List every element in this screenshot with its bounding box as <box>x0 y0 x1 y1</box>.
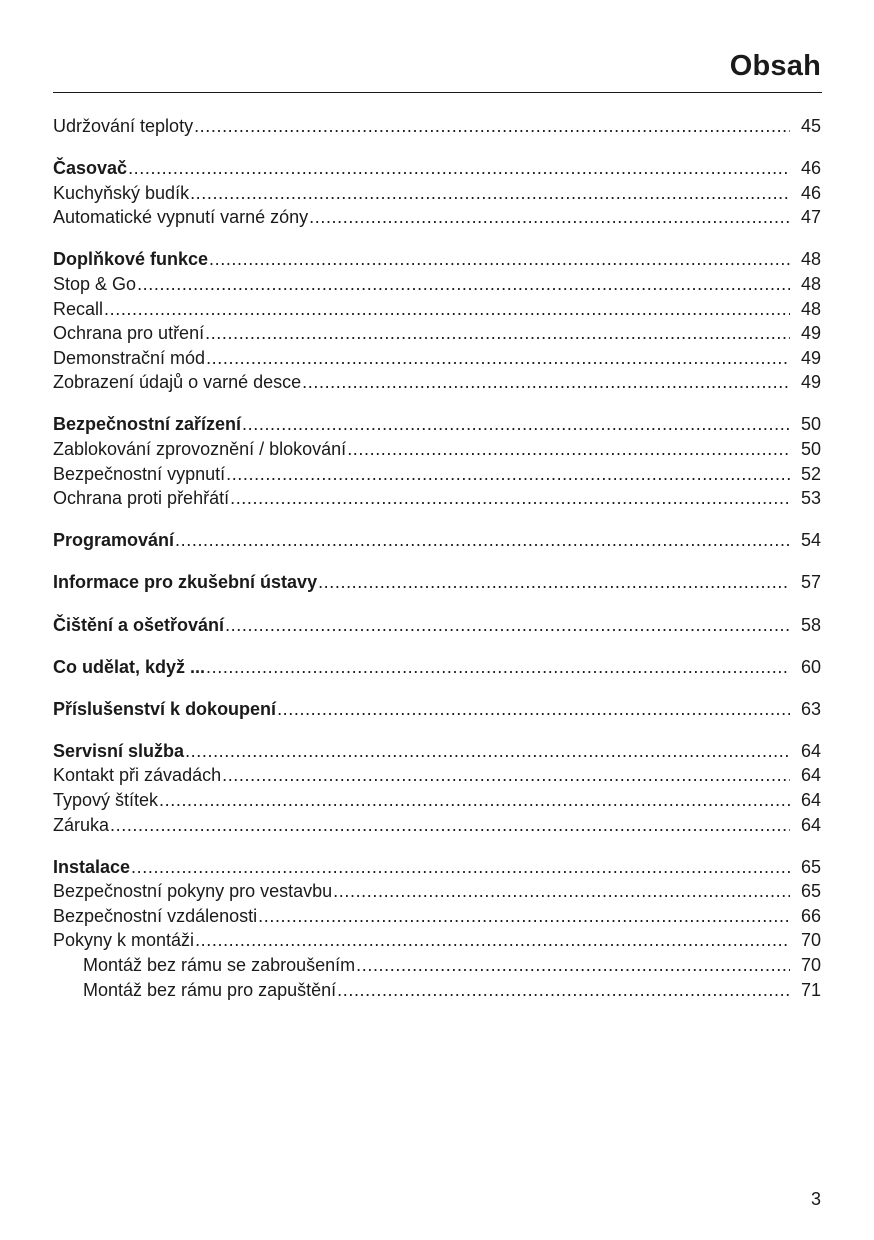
dot-leader <box>131 855 790 880</box>
toc-entry-page-number: 63 <box>800 698 821 719</box>
dot-leader <box>309 205 790 230</box>
toc-entry-label: Příslušenství k dokoupení <box>53 698 277 719</box>
page-number: 3 <box>810 1189 821 1209</box>
toc-entry[interactable] <box>53 114 821 139</box>
toc-entry[interactable] <box>53 321 821 346</box>
toc-entry[interactable] <box>53 181 821 206</box>
toc-entry[interactable] <box>53 297 821 322</box>
toc-entry[interactable] <box>53 272 821 297</box>
dot-leader <box>128 156 790 181</box>
toc-heading-entry[interactable] <box>53 412 821 437</box>
toc-entry-label: Bezpečnostní pokyny pro vestavbu <box>53 881 333 902</box>
toc-entry-label: Montáž bez rámu se zabroušením <box>83 955 356 976</box>
toc-entry-page-number: 64 <box>800 789 821 810</box>
toc-entry[interactable] <box>53 205 821 230</box>
dot-leader <box>356 953 790 978</box>
toc-section <box>53 739 821 837</box>
toc-heading-entry[interactable] <box>53 697 821 722</box>
toc-entry[interactable] <box>53 486 821 511</box>
toc-entry-page-number: 57 <box>800 572 821 593</box>
toc-entry-label: Kontakt při závadách <box>53 765 222 786</box>
toc-section <box>53 412 821 510</box>
dot-leader <box>185 739 790 764</box>
toc-entry-page-number: 60 <box>800 656 821 677</box>
toc-entry-label: Doplňkové funkce <box>53 249 209 270</box>
toc-heading-entry[interactable] <box>53 855 821 880</box>
dot-leader <box>225 613 790 638</box>
toc-subentry[interactable] <box>53 953 821 978</box>
toc-entry-page-number: 70 <box>800 955 821 976</box>
toc-entry-page-number: 48 <box>800 249 821 270</box>
toc-entry-label: Bezpečnostní zařízení <box>53 414 242 435</box>
dot-leader <box>195 928 790 953</box>
page-title: Obsah <box>729 50 821 82</box>
toc-entry-page-number: 54 <box>800 530 821 551</box>
toc-entry-page-number: 49 <box>800 347 821 368</box>
toc-entry-label: Zablokování zprovoznění / blokování <box>53 439 347 460</box>
toc-section <box>53 655 821 680</box>
toc-entry-label: Demonstrační mód <box>53 347 206 368</box>
toc-entry-label: Stop & Go <box>53 273 137 294</box>
toc-entry-page-number: 64 <box>800 814 821 835</box>
toc-section <box>53 697 821 722</box>
toc-entry-page-number: 50 <box>800 439 821 460</box>
toc-entry-label: Záruka <box>53 814 110 835</box>
toc-heading-entry[interactable] <box>53 655 821 680</box>
toc-entry-page-number: 53 <box>800 488 821 509</box>
header-divider <box>53 92 822 93</box>
table-of-contents <box>53 114 821 1020</box>
dot-leader <box>347 437 790 462</box>
toc-entry-label: Bezpečnostní vypnutí <box>53 463 226 484</box>
toc-entry[interactable] <box>53 462 821 487</box>
toc-entry-page-number: 71 <box>800 979 821 1000</box>
toc-entry-label: Co udělat, když ... <box>53 656 206 677</box>
dot-leader <box>258 904 790 929</box>
toc-section <box>53 156 821 230</box>
dot-leader <box>137 272 790 297</box>
toc-entry[interactable] <box>53 346 821 371</box>
toc-entry-label: Montáž bez rámu pro zapuštění <box>83 979 337 1000</box>
toc-entry-label: Instalace <box>53 856 131 877</box>
dot-leader <box>205 321 790 346</box>
toc-section <box>53 855 821 1003</box>
dot-leader <box>206 655 790 680</box>
toc-entry-label: Automatické vypnutí varné zóny <box>53 207 309 228</box>
toc-entry-label: Kuchyňský budík <box>53 182 190 203</box>
toc-entry-page-number: 65 <box>800 881 821 902</box>
toc-section <box>53 114 821 139</box>
dot-leader <box>159 788 790 813</box>
toc-entry-page-number: 64 <box>800 765 821 786</box>
dot-leader <box>302 370 790 395</box>
toc-entry-page-number: 58 <box>800 614 821 635</box>
toc-entry-label: Pokyny k montáži <box>53 930 195 951</box>
toc-section <box>53 570 821 595</box>
toc-entry-label: Informace pro zkušební ústavy <box>53 572 318 593</box>
toc-entry[interactable] <box>53 904 821 929</box>
dot-leader <box>175 528 790 553</box>
dot-leader <box>222 763 790 788</box>
toc-entry-label: Servisní služba <box>53 740 185 761</box>
toc-entry-page-number: 45 <box>800 116 821 136</box>
toc-entry-page-number: 49 <box>800 372 821 393</box>
toc-entry-page-number: 64 <box>800 740 821 761</box>
toc-section <box>53 613 821 638</box>
toc-entry-label: Ochrana pro utření <box>53 323 205 344</box>
toc-entry-label: Ochrana proti přehřátí <box>53 488 230 509</box>
toc-entry-page-number: 49 <box>800 323 821 344</box>
toc-entry-page-number: 65 <box>800 856 821 877</box>
toc-entry-label: Zobrazení údajů o varné desce <box>53 372 302 393</box>
dot-leader <box>318 570 790 595</box>
dot-leader <box>277 697 790 722</box>
toc-section <box>53 247 821 395</box>
toc-entry[interactable] <box>53 370 821 395</box>
toc-entry-label: Typový štítek <box>53 789 159 810</box>
dot-leader <box>104 297 790 322</box>
dot-leader <box>206 346 790 371</box>
toc-entry[interactable] <box>53 879 821 904</box>
toc-heading-entry[interactable] <box>53 247 821 272</box>
toc-entry[interactable] <box>53 763 821 788</box>
toc-entry-page-number: 66 <box>800 905 821 926</box>
toc-entry-page-number: 47 <box>800 207 821 228</box>
toc-heading-entry[interactable] <box>53 528 821 553</box>
toc-heading-entry[interactable] <box>53 156 821 181</box>
toc-entry-label: Recall <box>53 298 104 319</box>
toc-entry-label: Programování <box>53 530 175 551</box>
toc-entry-page-number: 46 <box>800 182 821 203</box>
toc-entry-page-number: 50 <box>800 414 821 435</box>
toc-heading-entry[interactable] <box>53 613 821 638</box>
toc-section <box>53 528 821 553</box>
dot-leader <box>333 879 790 904</box>
toc-subentry[interactable] <box>53 978 821 1003</box>
toc-entry[interactable] <box>53 788 821 813</box>
toc-entry[interactable] <box>53 437 821 462</box>
dot-leader <box>337 978 790 1003</box>
dot-leader <box>110 813 790 838</box>
toc-entry-page-number: 46 <box>800 158 821 179</box>
dot-leader <box>242 412 790 437</box>
toc-entry[interactable] <box>53 813 821 838</box>
toc-entry-page-number: 48 <box>800 273 821 294</box>
toc-entry-label: Čištění a ošetřování <box>53 614 225 635</box>
dot-leader <box>194 114 790 139</box>
toc-entry-label: Bezpečnostní vzdálenosti <box>53 905 258 926</box>
dot-leader <box>230 486 790 511</box>
dot-leader <box>226 462 790 487</box>
toc-heading-entry[interactable] <box>53 739 821 764</box>
toc-entry-label: Časovač <box>53 158 128 179</box>
toc-entry-label: Udržování teploty <box>53 116 194 136</box>
toc-entry-page-number: 70 <box>800 930 821 951</box>
toc-entry-page-number: 48 <box>800 298 821 319</box>
toc-heading-entry[interactable] <box>53 570 821 595</box>
toc-entry[interactable] <box>53 928 821 953</box>
toc-entry-page-number: 52 <box>800 463 821 484</box>
dot-leader <box>190 181 790 206</box>
dot-leader <box>209 247 790 272</box>
